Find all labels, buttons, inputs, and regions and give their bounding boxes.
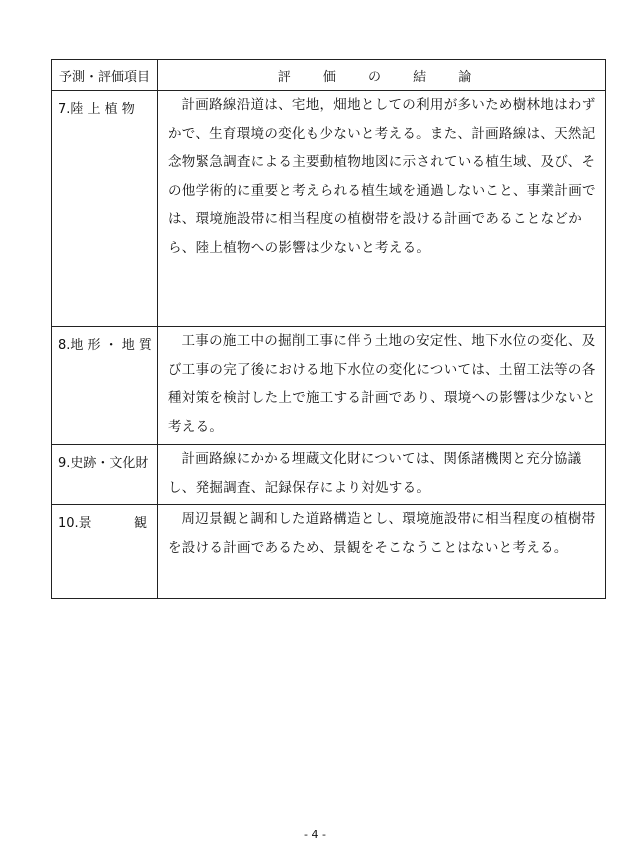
row-item-terrestrial-plants: 7.陸 上 植 物 [52, 91, 158, 327]
header-result: 評 価 の 結 論 [158, 60, 606, 91]
table-row [52, 91, 606, 327]
row-item-topography-geology: 8.地 形 ・ 地 質 [52, 327, 158, 445]
row-item-landscape-left: 10.景 [58, 516, 92, 531]
header-item: 予測・評価項目 [52, 60, 158, 91]
row-result-topography-geology: 工事の施工中の掘削工事に伴う土地の安定性、地下水位の変化、及び工事の完了後における地下水位の変化については、土留工法等の各種対策を検討した上で施工する計画であり、環境への影響は少ないと考える。 [158, 327, 606, 445]
page-number: - 4 - [304, 828, 326, 841]
row-item-landscape [52, 505, 158, 599]
row-item-landscape-right: 観 [133, 516, 147, 531]
table-row [52, 445, 606, 505]
evaluation-table [51, 59, 606, 599]
row-item-historic-sites: 9.史跡・文化財 [52, 445, 158, 505]
table-row [52, 327, 606, 445]
table-header-row [52, 60, 606, 91]
table-row [52, 505, 606, 599]
row-result-landscape: 周辺景観と調和した道路構造とし、環境施設帯に相当程度の植樹帯を設ける計画であるため、景観をそこなうことはないと考える。 [158, 505, 606, 599]
row-result-terrestrial-plants: 計画路線沿道は、宅地，畑地としての利用が多いため樹林地はわずかで、生育環境の変化も少ないと考える。また、計画路線は、天然記念物緊急調査による主要動植物地図に示されている植生域、及び、その他学術的に重要と考えられる植生域を通過しないこと、事業計画では、環境施設帯に相当程度の植樹帯を設ける計画であることなどから、陸上植物への影響は少ないと考える。 [158, 91, 606, 327]
row-result-historic-sites: 計画路線にかかる埋蔵文化財については、関係諸機関と充分協議し、発掘調査、記録保存により対処する。 [158, 445, 606, 505]
